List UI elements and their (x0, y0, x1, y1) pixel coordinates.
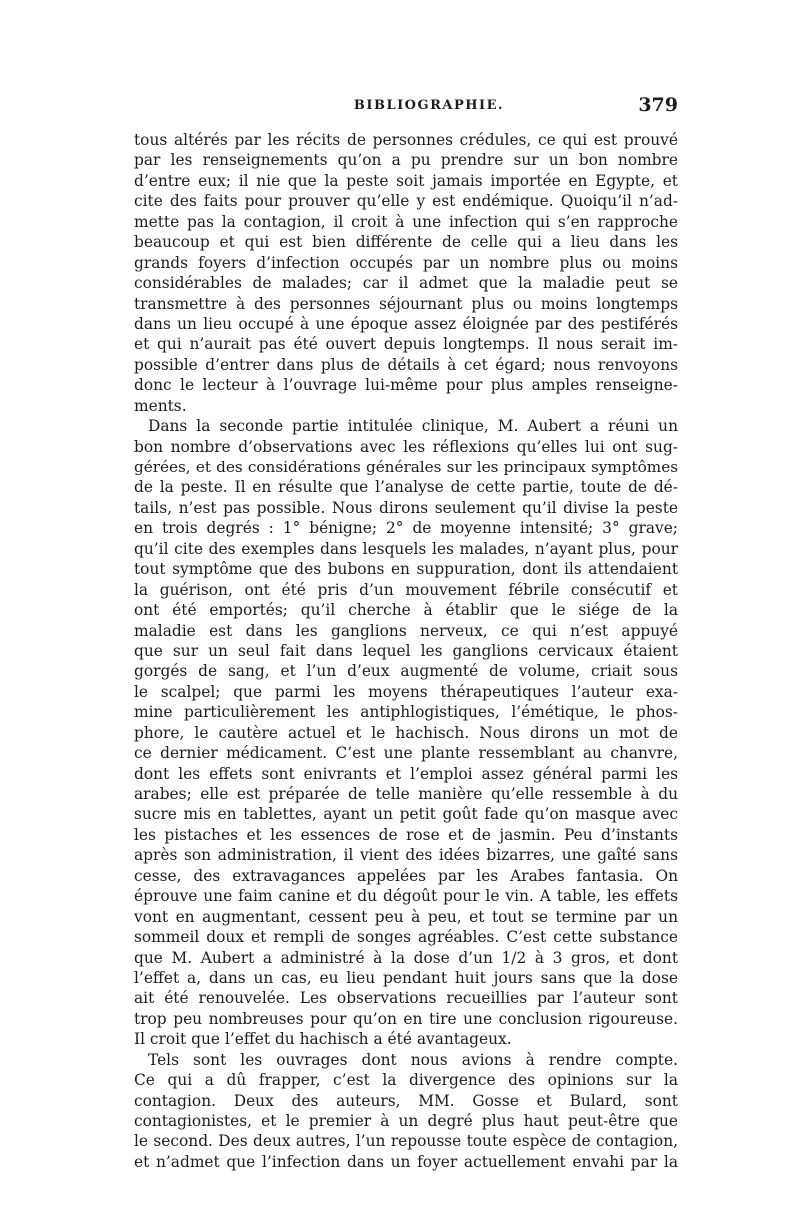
text-line: et n’admet que l’infection dans un foyer actuellement envahi par la (134, 1152, 678, 1171)
text-line: que sur un seul fait dans lequel les ganglions cervicaux étaient (134, 641, 678, 660)
text-line: contagion. Deux des auteurs, MM. Gosse et Bulard, sont (134, 1091, 678, 1110)
paragraph-start-line: Tels sont les ouvrages dont nous avions à rendre compte. (148, 1050, 678, 1069)
text-line: trop peu nombreuses pour qu’on en tire une conclusion rigoureuse. (134, 1009, 678, 1028)
text-line: que M. Aubert a administré à la dose d’un 1/2 à 3 gros, et dont (134, 948, 678, 967)
text-line: donc le lecteur à l’ouvrage lui-même pour plus amples renseigne- (134, 376, 678, 395)
text-line: après son administration, il vient des idées bizarres, une gaîté sans (134, 846, 678, 865)
text-line: Il croit que l’effet du hachisch a été avantageux. (134, 1030, 512, 1049)
text-line: Ce qui a dû frapper, c’est la divergence des opinions sur la (134, 1071, 678, 1090)
text-line: dont les effets sont enivrants et l’emploi assez général parmi les (134, 764, 678, 783)
text-line: ce dernier médicament. C’est une plante ressemblant au chanvre, (134, 744, 678, 763)
text-line: considérables de malades; car il admet que la maladie peut se (134, 274, 678, 293)
running-head: BIBLIOGRAPHIE. (353, 98, 505, 113)
text-line: arabes; elle est préparée de telle manière qu’elle ressemble à du (134, 785, 678, 803)
text-line: éprouve une faim canine et du dégoût pour le vin. A table, les effets (134, 887, 678, 906)
text-line: par les renseignements qu’on a pu prendre sur un bon nombre (134, 151, 678, 170)
text-line: ments. (134, 396, 187, 415)
page-header (180, 96, 678, 126)
text-line: sommeil doux et rempli de songes agréables. C’est cette substance (134, 928, 678, 947)
text-line: possible d’entrer dans plus de détails à cet égard; nous renvoyons (134, 355, 678, 374)
text-line: cesse, des extravagances appelées par les Arabes fantasia. On (134, 866, 678, 885)
text-line: contagionistes, et le premier à un degré plus haut peut-être que (134, 1112, 678, 1130)
text-line: d’entre eux; il nie que la peste soit jamais importée en Egypte, et (134, 171, 678, 190)
text-line: qu’il cite des exemples dans lesquels les malades, n’ayant plus, pour (134, 539, 678, 558)
text-line: mette pas la contagion, il croit à une infection qui s’en rapproche (134, 212, 678, 231)
text-line: l’effet a, dans un cas, eu lieu pendant huit jours sans que la dose (134, 968, 678, 987)
text-line: transmettre à des personnes séjournant plus ou moins longtemps (134, 294, 678, 313)
text-line: et qui n’aurait pas été ouvert depuis longtemps. Il nous serait im- (134, 335, 678, 354)
text-line: les pistaches et les essences de rose et de jasmin. Peu d’instants (134, 825, 678, 844)
body-text (134, 130, 678, 1172)
text-line: gérées, et des considérations générales sur les principaux symptômes (134, 458, 678, 476)
text-line: tails, n’est pas possible. Nous dirons seulement qu’il divise la peste (134, 498, 678, 517)
text-line: mine particulièrement les antiphlogistiques, l’émétique, le phos- (134, 703, 678, 722)
text-line: cite des faits pour prouver qu’elle y est endémique. Quoiqu’il n’ad- (134, 192, 678, 211)
text-line: de la peste. Il en résulte que l’analyse de cette partie, toute de dé- (134, 478, 678, 497)
text-line: gorgés de sang, et l’un d’eux augmenté de volume, criait sous (134, 662, 678, 681)
text-line: bon nombre d’observations avec les réflexions qu’elles lui ont sug- (134, 437, 678, 456)
text-line: grands foyers d’infection occupés par un nombre plus ou moins (134, 253, 678, 272)
text-line: tout symptôme que des bubons en suppuration, dont ils attendaient (134, 560, 678, 579)
text-line: phore, le cautère actuel et le hachisch. Nous dirons un mot de (134, 723, 678, 742)
text-line: la guérison, ont été pris d’un mouvement fébrile consécutif et (134, 580, 678, 599)
text-line: le second. Des deux autres, l’un repousse toute espèce de contagion, (134, 1132, 678, 1151)
text-line: en trois degrés : 1° bénigne; 2° de moyenne intensité; 3° grave; (134, 519, 678, 538)
text-line: maladie est dans les ganglions nerveux, ce qui n’est appuyé (134, 621, 678, 640)
page-number: 379 (638, 94, 678, 116)
text-line: dans un lieu occupé à une époque assez éloignée par des pestiférés (134, 314, 678, 333)
text-line: ont été emportés; qu’il cherche à établir que le siége de la (134, 601, 678, 620)
text-line: ait été renouvelée. Les observations recueillies par l’auteur sont (134, 989, 678, 1008)
text-line: le scalpel; que parmi les moyens thérapeutiques l’auteur exa- (134, 682, 678, 701)
paragraph-start-line: Dans la seconde partie intitulée clinique, M. Aubert a réuni un (148, 417, 678, 436)
text-line: tous altérés par les récits de personnes crédules, ce qui est prouvé (134, 131, 678, 149)
text-line: beaucoup et qui est bien différente de celle qui a lieu dans les (134, 233, 678, 252)
text-line: vont en augmentant, cessent peu à peu, et tout se termine par un (134, 907, 678, 926)
text-line: sucre mis en tablettes, ayant un petit goût fade qu’on masque avec (134, 805, 678, 824)
